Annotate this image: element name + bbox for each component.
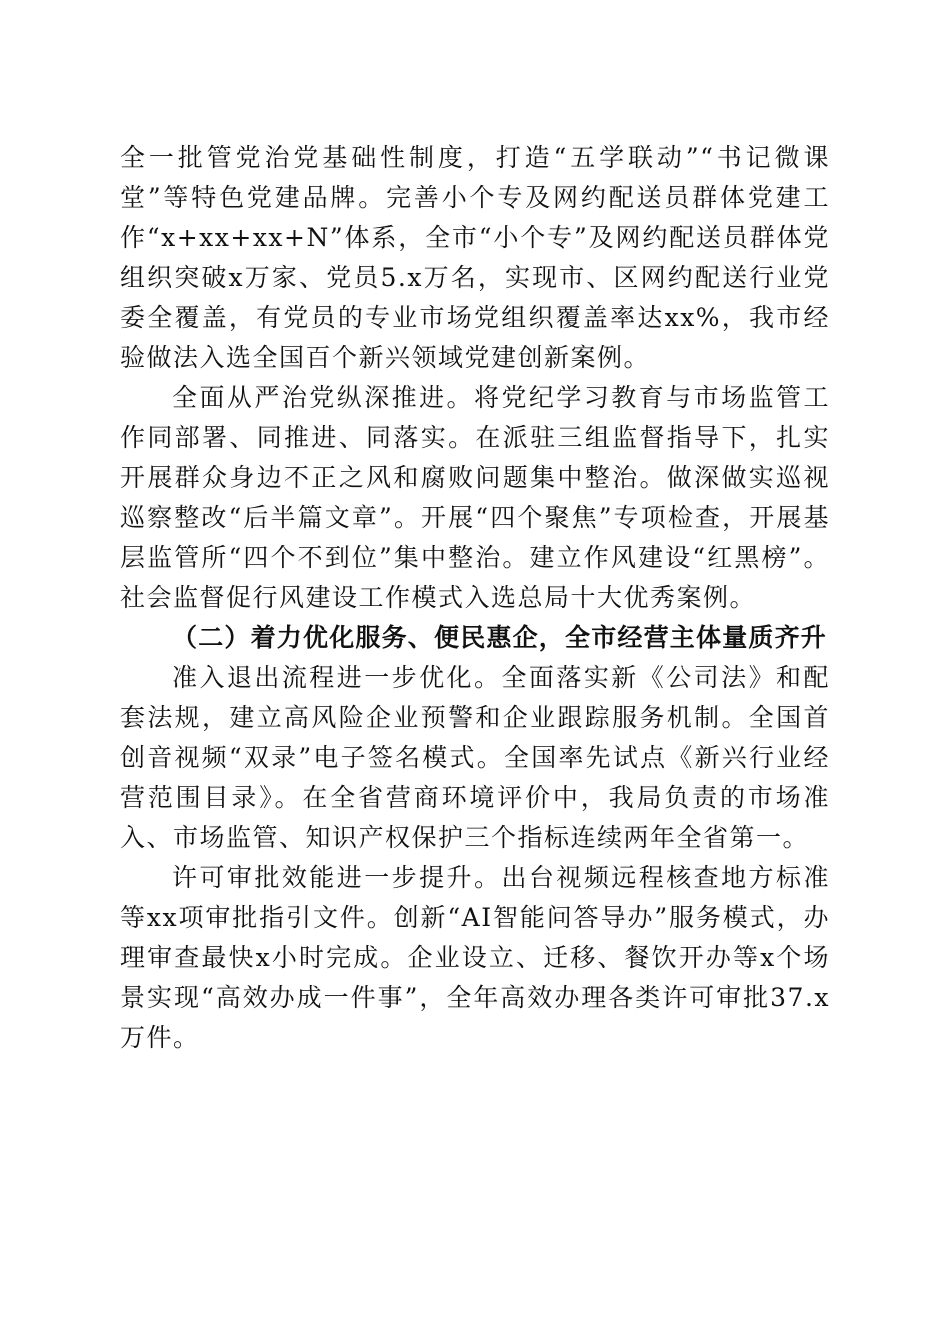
section-heading-optimize-services: （二）着力优化服务、便民惠企，全市经营主体量质齐升 [172,623,828,652]
paragraph-market-entry-exit: 准入退出流程进一步优化。全面落实新《公司法》和配套法规，建立高风险企业预警和企业跟踪服务机制。全国首创音视频“双录”电子签名模式。全国率先试点《新兴行业经营范围目录》。在全省营商环境评价中，我局负责的市场准入、市场监管、知识产权保护三个指标连续两年全省第一。 [120,663,830,852]
paragraph-party-building-continued: 全一批管党治党基础性制度，打造“五学联动”“书记微课堂”等特色党建品牌。完善小个专及网约配送员群体党建工作“x+xx+xx+N”体系，全市“小个专”及网约配送员群体党组织突破x万家、党员5.x万名，实现市、区网约配送行业党委全覆盖，有党员的专业市场党组织覆盖率达xx%，我市经验做法入选全国百个新兴领域党建创新案例。 [120,143,830,372]
paragraph-licensing-efficiency: 许可审批效能进一步提升。出台视频远程核查地方标准等xx项审批指引文件。创新“AI智能问答导办”服务模式，办理审查最快x小时完成。企业设立、迁移、餐饮开办等x个场景实现“高效办成一件事”，全年高效办理各类许可审批37.x万件。 [120,863,830,1052]
document-body [120,138,830,1058]
paragraph-strict-governance: 全面从严治党纵深推进。将党纪学习教育与市场监管工作同部署、同推进、同落实。在派驻三组监督指导下，扎实开展群众身边不正之风和腐败问题集中整治。做深做实巡视巡察整改“后半篇文章”。开展“四个聚焦”专项检查，开展基层监管所“四个不到位”集中整治。建立作风建设“红黑榜”。社会监督促行风建设工作模式入选总局十大优秀案例。 [120,383,830,612]
